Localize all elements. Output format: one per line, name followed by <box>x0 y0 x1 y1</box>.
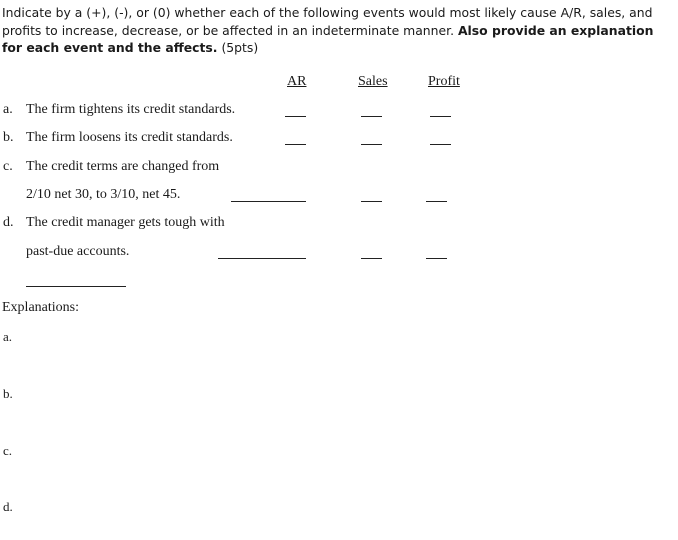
question-bold-instruction: Also provide an explanation for each event and the affects. <box>2 22 654 55</box>
event-d-letter: d. <box>3 215 14 230</box>
extra-answer-blank[interactable] <box>26 286 126 287</box>
question-text <box>2 4 672 57</box>
event-b-text: The firm loosens its credit standards. <box>26 130 233 145</box>
event-b-letter: b. <box>3 130 14 145</box>
explanation-b-letter: b. <box>3 386 13 401</box>
event-a-letter: a. <box>3 102 13 117</box>
explanation-c-letter: c. <box>3 443 13 458</box>
column-header-sales: Sales <box>358 74 388 89</box>
explanation-a-letter: a. <box>3 329 13 344</box>
event-c-sales-blank[interactable] <box>361 201 382 202</box>
explanation-d-letter: d. <box>3 499 13 514</box>
event-d-profit-blank[interactable] <box>426 258 447 259</box>
event-c-letter: c. <box>3 159 13 174</box>
event-b-ar-blank[interactable] <box>285 144 306 145</box>
question-points: (5pts) <box>221 40 259 55</box>
event-a-profit-blank[interactable] <box>430 116 451 117</box>
event-c-text-line1: The credit terms are changed from <box>26 159 220 174</box>
event-c-text-line2: 2/10 net 30, to 3/10, net 45. <box>26 187 181 202</box>
column-header-profit: Profit <box>428 74 460 89</box>
event-b-profit-blank[interactable] <box>430 144 451 145</box>
column-header-ar: AR <box>287 74 307 89</box>
event-c-profit-blank[interactable] <box>426 201 447 202</box>
event-d-ar-blank[interactable] <box>218 258 306 259</box>
event-d-text-line1: The credit manager gets tough with <box>26 215 225 230</box>
explanations-heading: Explanations: <box>2 300 79 315</box>
question-intro: Indicate by a (+), (-), or (0) whether each of the following events would most likely cause A/R, sales, and profits to increase, decrease, or be affected in an indeterminate manner. <box>2 5 653 38</box>
event-a-text: The firm tightens its credit standards. <box>26 102 236 117</box>
event-d-sales-blank[interactable] <box>361 258 382 259</box>
event-b-sales-blank[interactable] <box>361 144 382 145</box>
event-d-text-line2: past-due accounts. <box>26 244 130 259</box>
event-a-ar-blank[interactable] <box>285 116 306 117</box>
event-a-sales-blank[interactable] <box>361 116 382 117</box>
event-c-ar-blank[interactable] <box>231 201 306 202</box>
